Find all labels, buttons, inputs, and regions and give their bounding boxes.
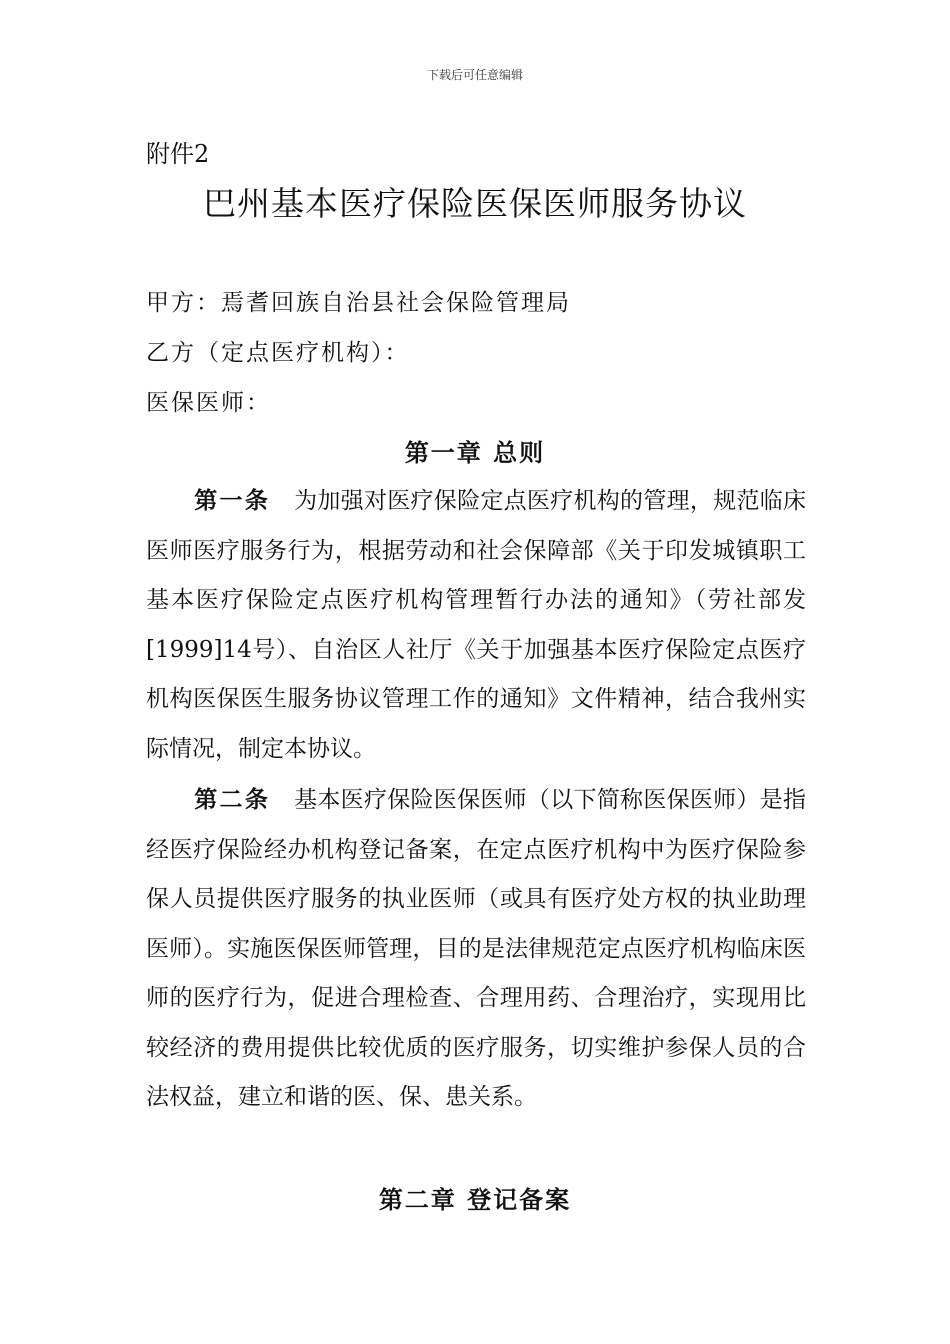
page-header-note: 下载后可任意编辑 bbox=[426, 68, 523, 82]
party-b: 乙方（定点医疗机构）： bbox=[146, 340, 410, 366]
document-title: 巴州基本医疗保险医保医师服务协议 bbox=[203, 184, 747, 223]
party-a: 甲方：焉耆回族自治县社会保险管理局 bbox=[146, 290, 571, 316]
article-2-label: 第二条 bbox=[194, 786, 271, 813]
insurance-doctor: 医保医师： bbox=[146, 390, 271, 416]
annex-label: 附件2 bbox=[146, 140, 210, 168]
chapter-heading-1: 第一章 总则 bbox=[404, 438, 546, 467]
article-1 bbox=[146, 476, 806, 774]
article-1-label: 第一条 bbox=[194, 487, 271, 514]
article-2-text: 基本医疗保险医保医师（以下简称医保医师）是指经医疗保险经办机构登记备案，在定点医疗机构中为医疗保险参保人员提供医疗服务的执业医师（或具有医疗处方权的执业助理医师）。实施医保医师管理，目的是法律规范定点医疗机构临床医师的医疗行为，促进合理检查、合理用药、合理治疗，实现用比较经济的费用提供比较优质的医疗服务，切实维护参保人员的合法权益，建立和谐的医、保、患关系。 bbox=[146, 787, 807, 1110]
article-2 bbox=[146, 775, 806, 1123]
chapter-heading-2: 第二章 登记备案 bbox=[378, 1185, 572, 1214]
article-1-text: 为加强对医疗保险定点医疗机构的管理，规范临床医师医疗服务行为，根据劳动和社会保障部《关于印发城镇职工基本医疗保险定点医疗机构管理暂行办法的通知》（劳社部发[1999]14号）、自治区人社厅《关于加强基本医疗保险定点医疗机构医保医生服务协议管理工作的通知》文件精神，结合我州实际情况，制定本协议。 bbox=[146, 488, 807, 762]
